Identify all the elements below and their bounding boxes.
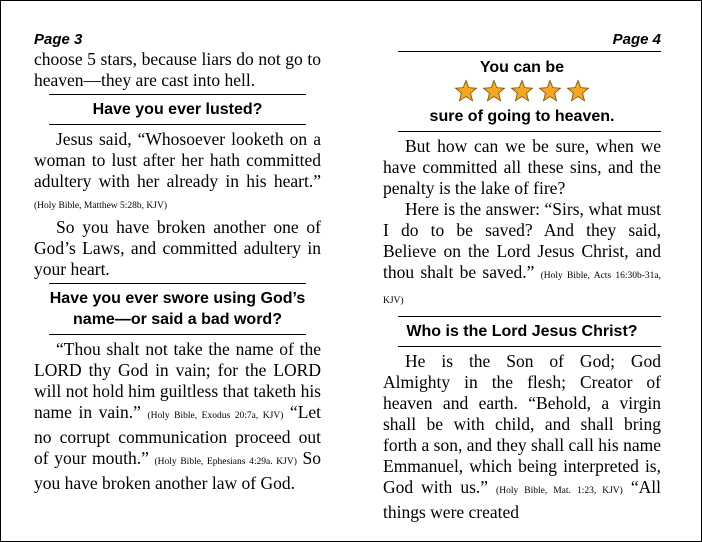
heading-swore-line2: name—or said a bad word? <box>73 311 282 328</box>
star-icon <box>482 79 506 103</box>
lust-paragraph <box>34 129 321 217</box>
divider <box>398 346 661 347</box>
banner-line1: You can be <box>479 59 565 76</box>
answer-paragraph <box>383 199 661 312</box>
heading-lusted: Have you ever lusted? <box>92 101 263 118</box>
divider <box>398 131 661 132</box>
ephesians-quote: “Let no corrupt communication proceed out of your mouth.” <box>34 402 322 468</box>
how-sure-paragraph: But how can we be sure, when we have committed all these sins, and the penalty is the lake of fire? <box>383 136 661 198</box>
exodus-quote: “Thou shalt not take the name of the LORD thy God in vain; for the LORD will not hold him guiltless that taketh his name in vain.” <box>34 339 321 422</box>
acts-reference: (Holy Bible, Acts 16:30b-31a, KJV) <box>383 271 662 306</box>
divider <box>49 124 306 125</box>
ephesians-reference: (Holy Bible, Ephesians 4:29a. KJV) <box>154 457 297 467</box>
star-icon <box>538 79 562 103</box>
page-4-label: Page 4 <box>612 31 661 48</box>
lust-quote: Jesus said, “Whosoever looketh on a woman to lust after her hath committed adultery with her already in his heart.” <box>34 129 321 191</box>
sure-section <box>383 136 661 312</box>
heading-who-is-jesus: Who is the Lord Jesus Christ? <box>406 323 638 340</box>
acts-quote: Here is the answer: “Sirs, what must I do to be saved? And they said, Believe on the Lord Jesus Christ, and thou shalt be saved.” <box>383 199 661 282</box>
divider <box>398 316 661 317</box>
page-4-column <box>383 31 661 523</box>
lust-reference: (Holy Bible, Matthew 5:28b, KJV) <box>34 201 167 211</box>
star-icon <box>566 79 590 103</box>
divider <box>49 334 306 335</box>
star-icon <box>510 79 534 103</box>
five-stars <box>383 78 661 104</box>
broken-law-paragraph: So you have broken another one of God’s Laws, and committed adultery in your heart. <box>34 217 321 279</box>
son-of-god-paragraph <box>383 351 661 523</box>
heading-swore <box>34 288 321 330</box>
heading-swore-line1: Have you ever swore using God’s <box>49 290 306 307</box>
star-icon <box>454 79 478 103</box>
exodus-reference: (Holy Bible, Exodus 20:7a, KJV) <box>147 411 284 421</box>
page-3-column <box>34 31 321 494</box>
divider <box>49 94 306 95</box>
banner-line2: sure of going to heaven. <box>429 108 615 125</box>
swear-section <box>34 339 321 494</box>
matthew-quote: He is the Son of God; God Almighty in the flesh; Creator of heaven and earth. “Behold, a virgin shall be with child, and shall bring forth a son, and they shall call his name Emmanuel, which being interpreted is, God with us.” <box>383 351 661 497</box>
all-things-created: “All things were created <box>383 477 661 522</box>
divider <box>49 283 306 284</box>
intro-text <box>34 49 321 91</box>
lust-section <box>34 129 321 280</box>
matthew-reference: (Holy Bible, Mat. 1:23, KJV) <box>496 486 623 496</box>
page-3-label: Page 3 <box>34 31 83 48</box>
intro-paragraph: choose 5 stars, because liars do not go to heaven—they are cast into hell. <box>34 49 321 90</box>
swear-paragraph <box>34 339 321 494</box>
swear-conclusion: So you have broken another law of God. <box>34 448 322 493</box>
jesus-section <box>383 351 661 523</box>
divider <box>398 51 661 52</box>
